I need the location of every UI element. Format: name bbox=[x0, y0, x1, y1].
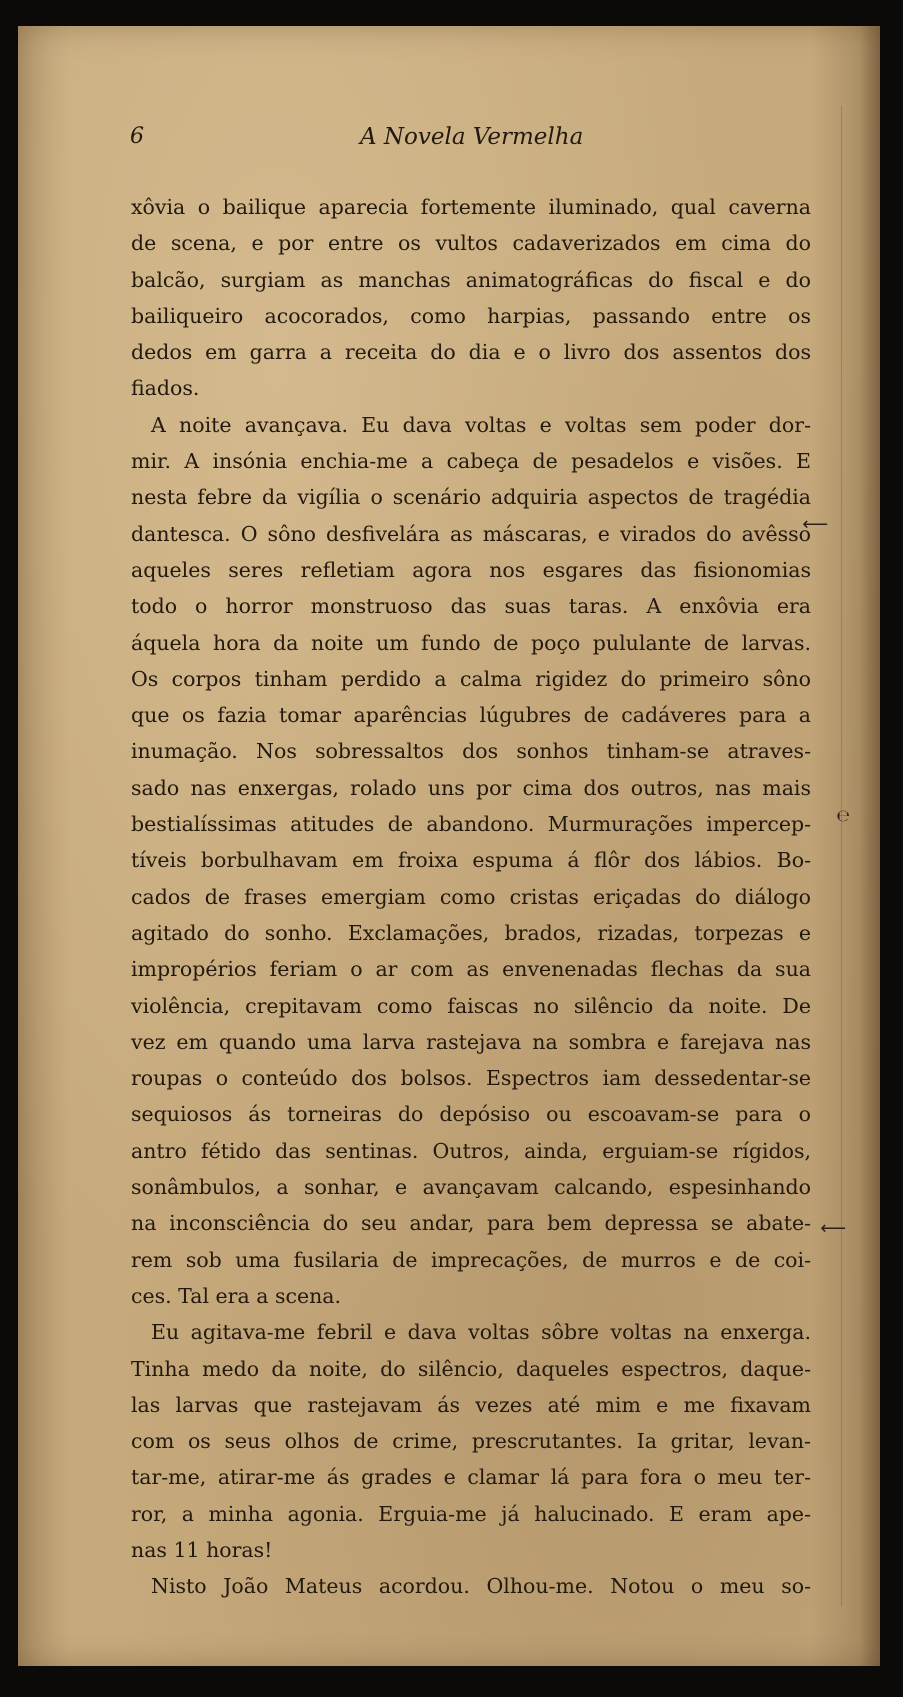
text-line: dedos em garra a receita do dia e o livro dos assentos dos bbox=[131, 340, 811, 365]
text-line: sonâmbulos, a sonhar, e avançavam calcando, espesinhando bbox=[131, 1175, 811, 1200]
text-line: rem sob uma fusilaria de imprecações, de murros e de coi- bbox=[131, 1247, 811, 1272]
text-line: impropérios feriam o ar com as envenenadas flechas da sua bbox=[131, 957, 811, 982]
text-line: Os corpos tinham perdido a calma rigidez do primeiro sôno bbox=[131, 666, 811, 691]
text-line: de scena, e por entre os vultos cadaverizados em cima do bbox=[131, 231, 811, 256]
text-line: inumação. Nos sobressaltos dos sonhos tinham-se atraves- bbox=[131, 739, 811, 764]
margin-arrow-mark: ⟵ bbox=[802, 514, 828, 535]
text-line: ror, a minha agonia. Erguia-me já halucinado. E eram ape- bbox=[131, 1501, 811, 1526]
text-line: sado nas enxergas, rolado uns por cima dos outros, nas mais bbox=[131, 775, 811, 800]
body-text bbox=[131, 189, 811, 1605]
page-number: 6 bbox=[130, 124, 144, 149]
text-line: cados de frases emergiam como cristas eriçadas do diálogo bbox=[131, 884, 811, 909]
text-line: agitado do sonho. Exclamações, brados, rizadas, torpezas e bbox=[131, 920, 811, 945]
text-line: tar-me, atirar-me ás grades e clamar lá para fora o meu ter- bbox=[131, 1465, 811, 1490]
text-line: na inconsciência do seu andar, para bem depressa se abate- bbox=[131, 1211, 811, 1236]
text-line: roupas o conteúdo dos bolsos. Espectros iam dessedentar-se bbox=[131, 1066, 811, 1091]
margin-arrow-mark: ⟵ bbox=[820, 1218, 846, 1239]
text-line: bestialíssimas atitudes de abandono. Murmurações impercep- bbox=[131, 812, 811, 837]
text-line: A noite avançava. Eu dava voltas e voltas sem poder dor- bbox=[151, 412, 811, 437]
margin-ink-mark: ℮ bbox=[836, 806, 850, 825]
text-line: com os seus olhos de crime, prescrutantes. Ia gritar, levan- bbox=[131, 1429, 811, 1454]
page-edge-shadow bbox=[860, 26, 880, 1666]
running-title: A Novela Vermelha bbox=[360, 124, 584, 150]
text-line: sequiosos ás torneiras do depósiso ou escoavam-se para o bbox=[131, 1102, 811, 1127]
text-line: tíveis borbulhavam em froixa espuma á flôr dos lábios. Bo- bbox=[131, 848, 811, 873]
text-line: mir. A insónia enchia-me a cabeça de pesadelos e visões. E bbox=[131, 449, 811, 474]
book-page bbox=[18, 26, 880, 1666]
page-header bbox=[130, 118, 584, 158]
text-line: Eu agitava-me febril e dava voltas sôbre voltas na enxerga. bbox=[151, 1320, 811, 1345]
text-line: Tinha medo da noite, do silêncio, daqueles espectros, daque- bbox=[131, 1356, 811, 1381]
text-line: áquela hora da noite um fundo de poço pululante de larvas. bbox=[131, 630, 811, 655]
text-line: fiados. bbox=[131, 376, 200, 401]
text-line: nesta febre da vigília o scenário adquiria aspectos de tragédia bbox=[131, 485, 811, 510]
text-line: vez em quando uma larva rastejava na sombra e farejava nas bbox=[131, 1029, 811, 1054]
text-line: que os fazia tomar aparências lúgubres de cadáveres para a bbox=[131, 703, 811, 728]
text-line: Nisto João Mateus acordou. Olhou-me. Notou o meu so- bbox=[151, 1574, 811, 1599]
text-line: ces. Tal era a scena. bbox=[131, 1283, 342, 1308]
text-line: las larvas que rastejavam ás vezes até mim e me fixavam bbox=[131, 1392, 811, 1417]
text-line: dantesca. O sôno desfivelára as máscaras, e virados do avêsso bbox=[131, 521, 811, 546]
page-fold-line bbox=[841, 106, 842, 1606]
text-line: todo o horror monstruoso das suas taras. A enxôvia era bbox=[131, 594, 811, 619]
text-line: bailiqueiro acocorados, como harpias, passando entre os bbox=[131, 303, 811, 328]
text-line: antro fétido das sentinas. Outros, ainda, erguiam-se rígidos, bbox=[131, 1138, 811, 1163]
text-line: violência, crepitavam como faiscas no silêncio da noite. De bbox=[131, 993, 811, 1018]
text-line: xôvia o bailique aparecia fortemente iluminado, qual caverna bbox=[131, 195, 811, 219]
text-line: balcão, surgiam as manchas animatográficas do fiscal e do bbox=[131, 267, 811, 292]
text-line: nas 11 horas! bbox=[131, 1537, 273, 1562]
text-line: aqueles seres refletiam agora nos esgares das fisionomias bbox=[131, 557, 811, 582]
